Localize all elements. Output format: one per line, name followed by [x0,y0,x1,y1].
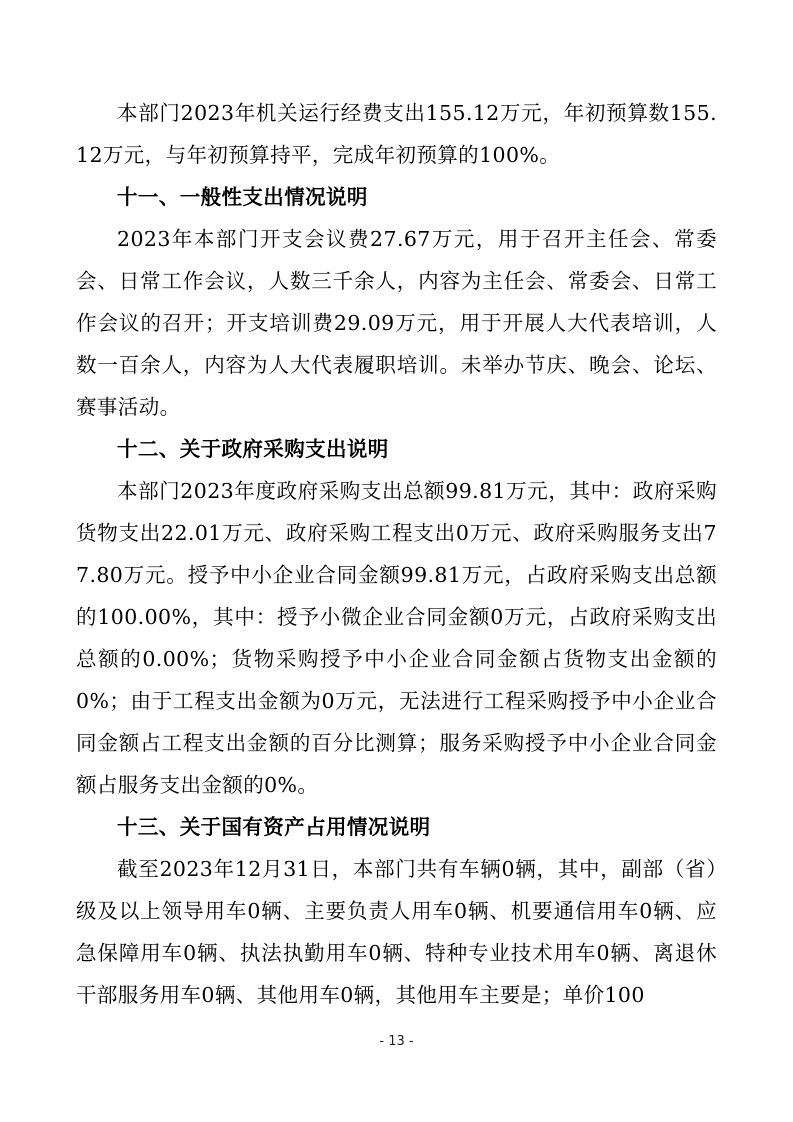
paragraph-state-assets: 截至2023年12月31日，本部门共有车辆0辆，其中，副部（省）级及以上领导用车0辆、主要负责人用车0辆、机要通信用车0辆、应急保障用车0辆、执法执勤用车0辆、特种专业技术用车0辆、离退休干部服务用车0辆、其他用车0辆，其他用车主要是；单价100 [76,857,717,1007]
heading-state-assets: 十三、关于国有资产占用情况说明 [117,815,431,839]
paragraph-operating-expenses: 本部门2023年机关运行经费支出155.12万元，年初预算数155.12万元，与年初预算持平，完成年初预算的100%。 [76,101,717,167]
heading-general-expenditure: 十一、一般性支出情况说明 [117,185,368,209]
heading-government-procurement: 十二、关于政府采购支出说明 [117,437,389,461]
page-number: - 13 - [379,1034,414,1049]
paragraph-government-procurement: 本部门2023年度政府采购支出总额99.81万元，其中：政府采购货物支出22.01万元、政府采购工程支出0万元、政府采购服务支出77.80万元。授予中小企业合同金额99.81万元，占政府采购支出总额的100.00%，其中：授予小微企业合同金额0万元，占政府采购支出总额的0.00%；货物采购授予中小企业合同金额占货物支出金额的0%；由于工程支出金额为0万元，无法进行工程采购授予中小企业合同金额占工程支出金额的百分比测算；服务采购授予中小企业合同金额占服务支出金额的0%。 [76,479,717,797]
paragraph-general-expenditure: 2023年本部门开支会议费27.67万元，用于召开主任会、常委会、日常工作会议，人数三千余人，内容为主任会、常委会、日常工作会议的召开；开支培训费29.09万元，用于开展人大代表培训，人数一百余人，内容为人大代表履职培训。未举办节庆、晚会、论坛、赛事活动。 [76,227,717,419]
document-page [76,92,717,1016]
